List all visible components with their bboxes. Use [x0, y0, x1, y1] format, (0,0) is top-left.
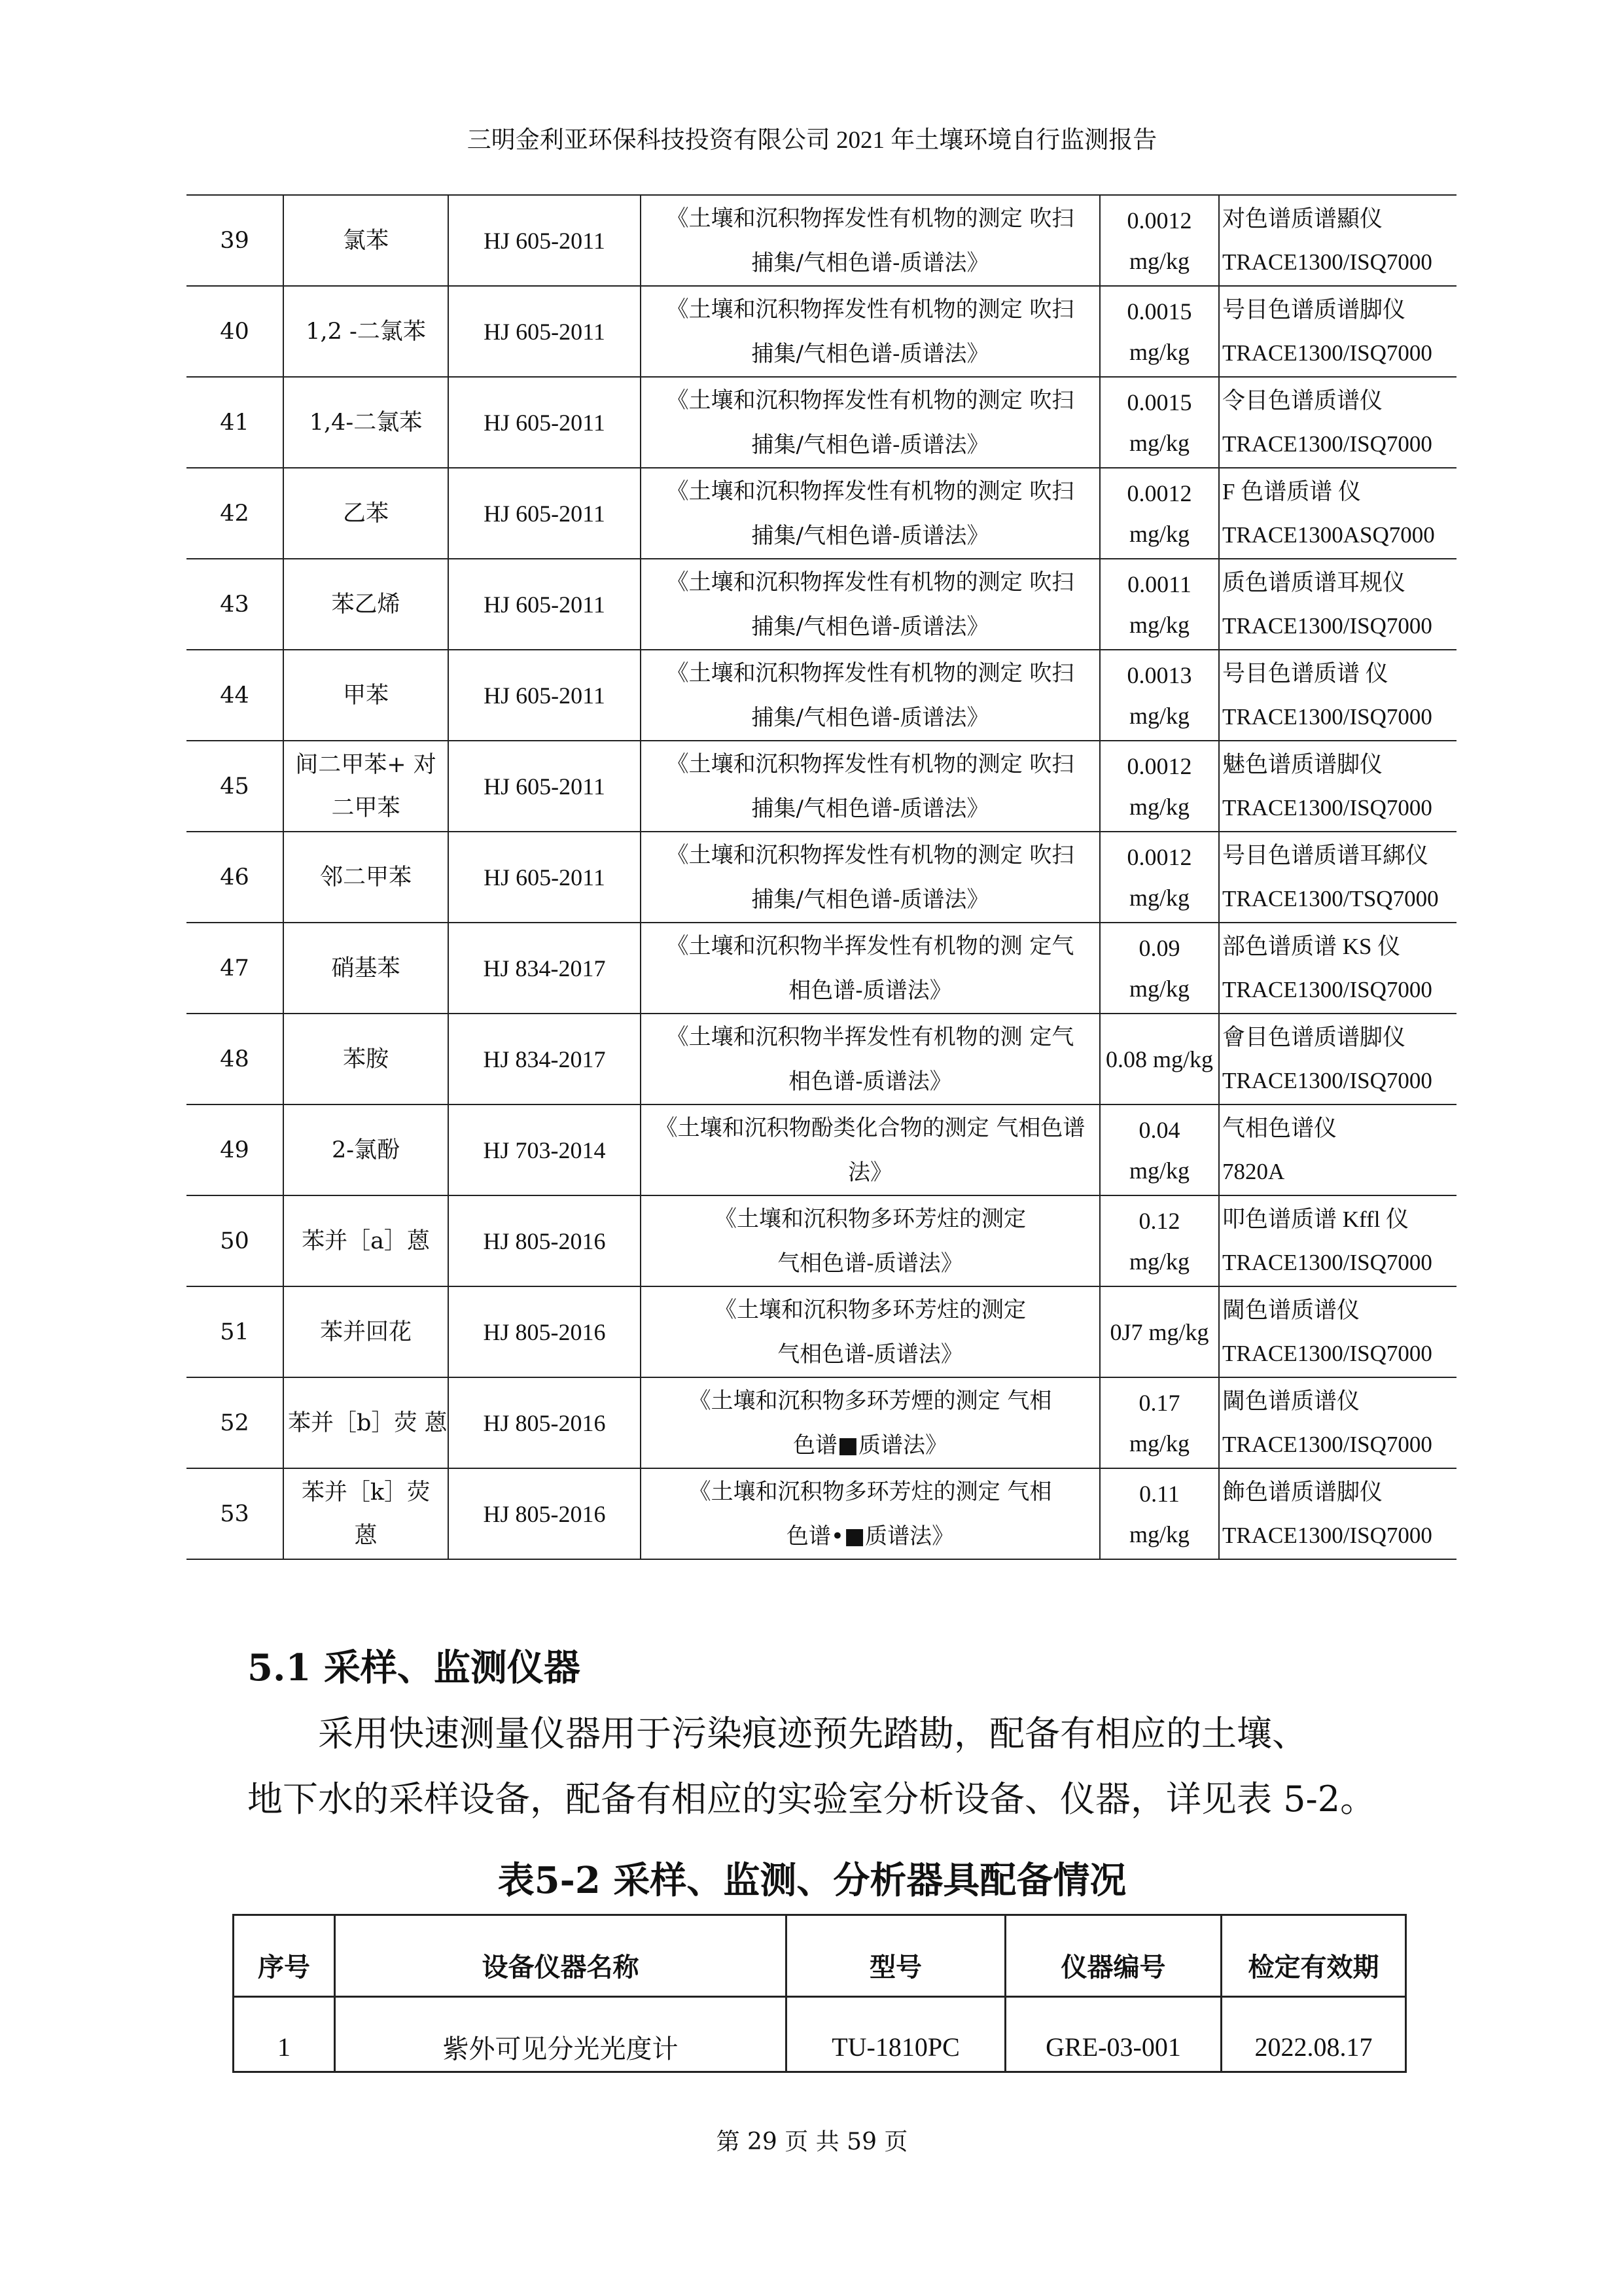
cell-method	[641, 377, 1100, 468]
cell-method-line: 相色谱-质谱法》	[788, 977, 952, 1004]
table-row	[186, 1104, 1456, 1195]
cell-instrument	[1219, 923, 1456, 1014]
cell-standard: HJ 605-2011	[448, 195, 641, 286]
cell-method-line: 《土壤和沉积物多环芳炷的测定	[715, 1205, 1026, 1232]
cell-limit-line: 0.08 mg/kg	[1105, 1046, 1213, 1072]
table-row	[186, 286, 1456, 377]
cell-no: 39	[186, 195, 283, 286]
cell-method-line: 捕集/气相色谱-质谱法》	[751, 795, 989, 822]
cell-instrument-line: TRACE1300/ISQ7000	[1222, 1340, 1432, 1366]
cell-valid: 2022.08.17	[1222, 1997, 1406, 2072]
cell-item-line: 苯并［b］荧 蒽	[288, 1409, 448, 1436]
cell-method-line: 《土壤和沉积物多环芳炷的测定	[715, 1296, 1026, 1323]
cell-instrument	[1219, 195, 1456, 286]
cell-item	[283, 741, 448, 832]
cell-item-line: 硝基苯	[331, 955, 400, 981]
table-row	[234, 1997, 1406, 2072]
table-row	[186, 468, 1456, 559]
cell-limit-line: 0.0012	[1127, 480, 1192, 506]
cell-instrument-line: TRACE1300/ISQ7000	[1222, 1249, 1432, 1275]
table-row	[186, 741, 1456, 832]
table-row	[186, 195, 1456, 286]
cell-method	[641, 1286, 1100, 1377]
table-row	[186, 559, 1456, 650]
cell-instrument-line: 部色谱质谱 KS 仪	[1222, 933, 1401, 959]
cell-instrument-line: TRACE1300/ISQ7000	[1222, 612, 1432, 639]
cell-id: GRE-03-001	[1006, 1997, 1222, 2072]
cell-item-line: 苯并［a］蒽	[302, 1227, 430, 1254]
cell-limit-line: 0J7 mg/kg	[1110, 1318, 1209, 1345]
cell-instrument	[1219, 1377, 1456, 1468]
cell-instrument	[1219, 832, 1456, 923]
cell-limit-line: 0.0012	[1127, 752, 1192, 779]
cell-method-line: 捕集/气相色谱-质谱法》	[751, 704, 989, 731]
cell-instrument	[1219, 1286, 1456, 1377]
cell-limit-line: 0.0012	[1127, 207, 1192, 234]
cell-instrument	[1219, 377, 1456, 468]
cell-method-line: 《土壤和沉积物挥发性有机物的测定 吹扫	[666, 205, 1074, 232]
cell-limit	[1100, 1104, 1219, 1195]
cell-method	[641, 1014, 1100, 1104]
cell-item-line: 氯苯	[342, 227, 389, 254]
cell-item-line: 1,4-二氯苯	[309, 409, 423, 436]
cell-item	[283, 1377, 448, 1468]
cell-method-line: 《土壤和沉积物半挥发性有机物的测 定气	[666, 1023, 1074, 1050]
methods-table	[186, 194, 1456, 1560]
cell-method-line: 《土壤和沉积物挥发性有机物的测定 吹扫	[666, 841, 1074, 868]
cell-method-line: 《土壤和沉积物酚类化合物的测定 气相色谱	[655, 1114, 1086, 1141]
cell-method	[641, 650, 1100, 741]
cell-limit-line: mg/kg	[1129, 429, 1190, 456]
cell-model: TU-1810PC	[786, 1997, 1006, 2072]
cell-standard: HJ 605-2011	[448, 650, 641, 741]
cell-instrument-line: TRACE1300/ISQ7000	[1222, 1431, 1432, 1457]
cell-instrument	[1219, 559, 1456, 650]
cell-standard: HJ 605-2011	[448, 741, 641, 832]
cell-item	[283, 1468, 448, 1559]
cell-method	[641, 1104, 1100, 1195]
cell-limit-line: 0.0015	[1127, 389, 1192, 415]
cell-method-line: 相色谱-质谱法》	[788, 1068, 952, 1095]
cell-limit-line: 0.0011	[1127, 571, 1192, 597]
cell-method-line: 捕集/气相色谱-质谱法》	[751, 886, 989, 913]
cell-method-line: 《土壤和沉积物挥发性有机物的测定 吹扫	[666, 478, 1074, 504]
cell-method-line: 色谱■质谱法》	[792, 1432, 948, 1458]
cell-limit	[1100, 468, 1219, 559]
cell-item	[283, 1195, 448, 1286]
cell-item-line: 甲苯	[342, 682, 389, 709]
cell-instrument-line: TRACE1300/ISQ7000	[1222, 340, 1432, 366]
cell-method-line: 捕集/气相色谱-质谱法》	[751, 340, 989, 367]
cell-limit-line: 0.0015	[1127, 298, 1192, 325]
cell-method	[641, 1377, 1100, 1468]
table-row	[186, 377, 1456, 468]
cell-instrument-line: 气相色谱仪	[1222, 1115, 1337, 1141]
cell-limit	[1100, 195, 1219, 286]
table-title: 表5-2 采样、监测、分析器具配备情况	[497, 1859, 1127, 1902]
cell-limit-line: mg/kg	[1129, 793, 1190, 820]
cell-item	[283, 286, 448, 377]
cell-instrument	[1219, 741, 1456, 832]
equipment-table	[232, 1914, 1407, 2073]
cell-instrument	[1219, 1195, 1456, 1286]
table-row	[186, 832, 1456, 923]
cell-instrument	[1219, 286, 1456, 377]
cell-standard: HJ 605-2011	[448, 286, 641, 377]
cell-method	[641, 468, 1100, 559]
cell-method	[641, 1468, 1100, 1559]
cell-item	[283, 195, 448, 286]
cell-no: 46	[186, 832, 283, 923]
cell-limit-line: 0.17	[1139, 1389, 1180, 1416]
cell-limit	[1100, 1286, 1219, 1377]
cell-limit-line: 0.04	[1139, 1116, 1180, 1143]
cell-no: 50	[186, 1195, 283, 1286]
cell-no: 53	[186, 1468, 283, 1559]
header-cell: 检定有效期	[1222, 1915, 1406, 1997]
cell-limit	[1100, 286, 1219, 377]
cell-instrument-line: F 色谱质谱 仪	[1222, 478, 1361, 504]
cell-limit-line: mg/kg	[1129, 1157, 1190, 1184]
cell-instrument-line: 會目色谱质谱脚仪	[1222, 1024, 1406, 1050]
cell-instrument	[1219, 1468, 1456, 1559]
cell-item-line: 苯并回花	[319, 1318, 412, 1345]
cell-limit-line: mg/kg	[1129, 520, 1190, 547]
cell-method	[641, 832, 1100, 923]
cell-no: 52	[186, 1377, 283, 1468]
section-paragraph	[247, 1701, 1464, 1832]
cell-standard: HJ 703-2014	[448, 1104, 641, 1195]
cell-item	[283, 1104, 448, 1195]
cell-instrument-line: TRACE1300/ISQ7000	[1222, 431, 1432, 457]
cell-item	[283, 832, 448, 923]
cell-standard: HJ 805-2016	[448, 1195, 641, 1286]
cell-limit-line: 0.0013	[1127, 662, 1192, 688]
cell-no: 45	[186, 741, 283, 832]
cell-instrument-line: 叩色谱质谱 Kffl 仪	[1222, 1206, 1409, 1232]
cell-item-line: 间二甲苯+ 对	[295, 751, 436, 778]
table-header-row	[234, 1915, 1406, 1997]
cell-limit-line: mg/kg	[1129, 975, 1190, 1002]
cell-method	[641, 923, 1100, 1014]
cell-instrument-line: TRACE1300/ISQ7000	[1222, 976, 1432, 1002]
table-row	[186, 923, 1456, 1014]
cell-standard: HJ 605-2011	[448, 559, 641, 650]
cell-limit	[1100, 559, 1219, 650]
cell-item-line: 二甲苯	[331, 794, 400, 821]
cell-method	[641, 286, 1100, 377]
cell-instrument	[1219, 1014, 1456, 1104]
cell-limit-line: mg/kg	[1129, 611, 1190, 638]
cell-instrument-line: 7820A	[1222, 1158, 1285, 1184]
cell-no: 51	[186, 1286, 283, 1377]
cell-item-line: 蒽	[354, 1522, 378, 1549]
cell-item-line: 邻二甲苯	[319, 864, 412, 891]
cell-method-line: 气相色谱-质谱法》	[777, 1250, 963, 1277]
cell-no: 1	[234, 1997, 335, 2072]
cell-limit-line: mg/kg	[1129, 1248, 1190, 1275]
cell-instrument-line: 令目色谱质谱仪	[1222, 387, 1383, 414]
cell-instrument-line: 号目色谱质谱脚仪	[1222, 296, 1406, 323]
cell-no: 44	[186, 650, 283, 741]
cell-item-line: 1,2 -二氯苯	[306, 318, 426, 345]
cell-limit-line: mg/kg	[1129, 247, 1190, 274]
cell-instrument-line: 号目色谱质谱 仪	[1222, 660, 1388, 686]
cell-instrument-line: 飾色谱质谱脚仪	[1222, 1479, 1383, 1505]
cell-method-line: 《土壤和沉积物半挥发性有机物的测 定气	[666, 932, 1074, 959]
cell-instrument	[1219, 1104, 1456, 1195]
cell-method	[641, 559, 1100, 650]
cell-limit	[1100, 741, 1219, 832]
cell-item	[283, 559, 448, 650]
cell-standard: HJ 805-2016	[448, 1286, 641, 1377]
cell-instrument-line: 閫色谱质谱仪	[1222, 1297, 1360, 1323]
cell-instrument-line: TRACE1300ASQ7000	[1222, 521, 1435, 548]
cell-standard: HJ 605-2011	[448, 377, 641, 468]
cell-standard: HJ 605-2011	[448, 832, 641, 923]
cell-limit	[1100, 832, 1219, 923]
cell-limit-line: mg/kg	[1129, 1430, 1190, 1457]
cell-instrument-line: TRACE1300/TSQ7000	[1222, 885, 1439, 911]
cell-name: 紫外可见分光光度计	[335, 1997, 786, 2072]
cell-instrument-line: 质色谱质谱耳规仪	[1222, 569, 1406, 595]
cell-method-line: 气相色谱-质谱法》	[777, 1341, 963, 1368]
cell-method	[641, 741, 1100, 832]
cell-item	[283, 468, 448, 559]
cell-limit-line: 0.09	[1139, 934, 1180, 961]
table-row	[186, 1195, 1456, 1286]
header-cell: 型号	[786, 1915, 1006, 1997]
table-row	[186, 1014, 1456, 1104]
cell-no: 40	[186, 286, 283, 377]
cell-limit-line: 0.0012	[1127, 843, 1192, 870]
cell-limit-line: mg/kg	[1129, 1521, 1190, 1547]
cell-limit-line: mg/kg	[1129, 884, 1190, 911]
cell-method-line: 《土壤和沉积物挥发性有机物的测定 吹扫	[666, 569, 1074, 595]
header-cell: 设备仪器名称	[335, 1915, 786, 1997]
cell-standard: HJ 834-2017	[448, 1014, 641, 1104]
cell-no: 41	[186, 377, 283, 468]
cell-instrument-line: TRACE1300/ISQ7000	[1222, 1522, 1432, 1548]
cell-method-line: 法》	[848, 1159, 892, 1186]
cell-method-line: 捕集/气相色谱-质谱法》	[751, 431, 989, 458]
cell-instrument-line: TRACE1300/ISQ7000	[1222, 1067, 1432, 1093]
cell-limit-line: mg/kg	[1129, 702, 1190, 729]
table-row	[186, 650, 1456, 741]
cell-method-line: 《土壤和沉积物多环芳煙的测定 气相	[688, 1387, 1052, 1414]
cell-limit	[1100, 1468, 1219, 1559]
cell-limit	[1100, 1377, 1219, 1468]
table-row	[186, 1468, 1456, 1559]
cell-limit-line: 0.11	[1139, 1480, 1180, 1507]
cell-limit	[1100, 650, 1219, 741]
cell-limit	[1100, 1195, 1219, 1286]
cell-method	[641, 195, 1100, 286]
cell-item-line: 苯乙烯	[331, 591, 400, 618]
cell-no: 42	[186, 468, 283, 559]
cell-instrument-line: 魅色谱质谱脚仪	[1222, 751, 1383, 777]
cell-item-line: 苯胺	[342, 1046, 389, 1072]
cell-standard: HJ 605-2011	[448, 468, 641, 559]
cell-instrument	[1219, 650, 1456, 741]
cell-method-line: 捕集/气相色谱-质谱法》	[751, 249, 989, 276]
cell-limit	[1100, 1014, 1219, 1104]
cell-method-line: 捕集/气相色谱-质谱法》	[751, 522, 989, 549]
cell-item-line: 苯并［k］荧	[301, 1479, 431, 1506]
paragraph-line-2: 地下水的采样设备，配备有相应的实验室分析设备、仪器，详见表 5-2。	[247, 1778, 1376, 1820]
cell-no: 47	[186, 923, 283, 1014]
cell-standard: HJ 805-2016	[448, 1468, 641, 1559]
cell-item	[283, 923, 448, 1014]
cell-limit-line: 0.12	[1139, 1207, 1180, 1234]
cell-instrument-line: TRACE1300/ISQ7000	[1222, 794, 1432, 821]
header-cell: 仪器编号	[1006, 1915, 1222, 1997]
header-cell: 序号	[234, 1915, 335, 1997]
cell-method-line: 《土壤和沉积物多环芳炷的测定 气相	[688, 1478, 1052, 1505]
cell-method-line: 《土壤和沉积物挥发性有机物的测定 吹扫	[666, 296, 1074, 323]
cell-no: 48	[186, 1014, 283, 1104]
cell-instrument-line: 閫色谱质谱仪	[1222, 1388, 1360, 1414]
cell-instrument-line: TRACE1300/ISQ7000	[1222, 703, 1432, 730]
cell-item-line: 2-氯酚	[331, 1137, 400, 1163]
cell-method	[641, 1195, 1100, 1286]
cell-limit-line: mg/kg	[1129, 338, 1190, 365]
cell-method-line: 《土壤和沉积物挥发性有机物的测定 吹扫	[666, 387, 1074, 414]
cell-item	[283, 650, 448, 741]
section-title: 5.1 采样、监测仪器	[247, 1646, 580, 1689]
cell-standard: HJ 805-2016	[448, 1377, 641, 1468]
table-row	[186, 1377, 1456, 1468]
cell-instrument-line: 号目色谱质谱耳綁仪	[1222, 842, 1429, 868]
cell-limit	[1100, 377, 1219, 468]
cell-method-line: 《土壤和沉积物挥发性有机物的测定 吹扫	[666, 751, 1074, 777]
cell-instrument-line: 对色谱质谱顯仪	[1222, 205, 1383, 232]
cell-item	[283, 1286, 448, 1377]
cell-no: 43	[186, 559, 283, 650]
cell-method-line: 《土壤和沉积物挥发性有机物的测定 吹扫	[666, 660, 1074, 686]
cell-standard: HJ 834-2017	[448, 923, 641, 1014]
cell-instrument	[1219, 468, 1456, 559]
page-footer: 第 29 页 共 59 页	[716, 2128, 908, 2155]
cell-item	[283, 1014, 448, 1104]
cell-limit	[1100, 923, 1219, 1014]
paragraph-line-1: 采用快速测量仪器用于污染痕迹预先踏勘，配备有相应的土壤、	[318, 1713, 1307, 1754]
cell-instrument-line: TRACE1300/ISQ7000	[1222, 249, 1432, 275]
page-header: 三明金利亚环保科技投资有限公司 2021 年土壤环境自行监测报告	[467, 127, 1157, 154]
cell-method-line: 色谱•■质谱法》	[786, 1523, 955, 1549]
cell-item	[283, 377, 448, 468]
cell-no: 49	[186, 1104, 283, 1195]
table-row	[186, 1286, 1456, 1377]
cell-item-line: 乙苯	[342, 500, 389, 527]
cell-method-line: 捕集/气相色谱-质谱法》	[751, 613, 989, 640]
